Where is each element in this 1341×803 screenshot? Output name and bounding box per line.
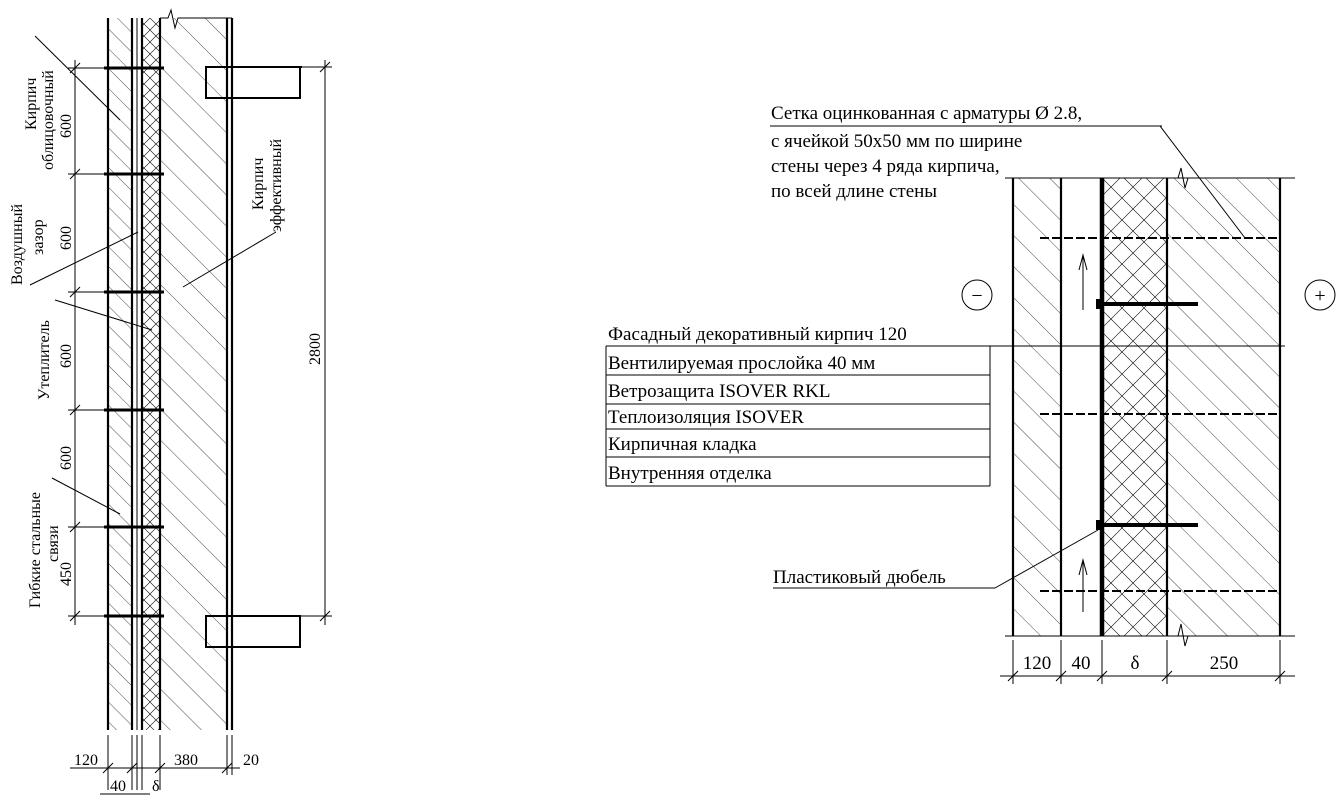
- brick-masonry-layer: [1167, 178, 1280, 636]
- dim-250: 250: [1209, 653, 1239, 674]
- mesh-note-line-2: с ячейкой 50х50 мм по ширине: [771, 131, 1023, 152]
- right-wall-section: [606, 126, 1335, 684]
- layer-wind-protection: Ветрозащита ISOVER RKL: [608, 381, 831, 402]
- dim-600-2: 600: [58, 226, 75, 250]
- left-vertical-dim-line: [68, 60, 104, 625]
- dim-delta-left: δ: [152, 778, 160, 795]
- dim-600-1: 600: [58, 114, 75, 138]
- thermal-insulation-layer: [1103, 178, 1167, 636]
- dim-600-4: 600: [58, 446, 75, 470]
- facade-brick-layer: [1013, 178, 1061, 636]
- dim-delta-right: δ: [1130, 653, 1140, 674]
- facing-brick-label-2: облицовочный: [40, 70, 57, 170]
- dim-600-3: 600: [58, 344, 75, 368]
- layer-brick-masonry: Кирпичная кладка: [608, 434, 757, 455]
- layer-interior-finish: Внутренняя отделка: [608, 463, 772, 484]
- dim-380: 380: [174, 752, 198, 769]
- facing-brick-label-1: Кирпич: [23, 77, 40, 130]
- dim-120-right: 120: [1022, 653, 1052, 674]
- dim-2800: 2800: [307, 333, 324, 365]
- inside-sign: +: [1314, 285, 1326, 307]
- mesh-note-line-4: по всей длине стены: [771, 181, 938, 202]
- left-wall-section: [30, 10, 332, 794]
- dim-40-left: 40: [110, 778, 126, 795]
- dim-120-left: 120: [74, 752, 98, 769]
- layer-ventilated-gap: Вентилируемая прослойка 40 мм: [608, 353, 876, 374]
- dim-40-right: 40: [1071, 653, 1091, 674]
- mesh-note-line-1: Сетка оцинкованная с арматуры Ø 2.8,: [771, 103, 1083, 124]
- airflow-arrows: [1079, 255, 1087, 612]
- flexible-ties-label-2: связи: [45, 525, 62, 562]
- dowel-label: Пластиковый дюбель: [773, 567, 946, 588]
- insulation-layer: [142, 18, 160, 730]
- insulation-label: Утеплитель: [36, 320, 53, 400]
- layer-thermal-insulation: Теплоизоляция ISOVER: [608, 407, 804, 428]
- outside-sign: −: [971, 285, 983, 307]
- efficient-brick-label-2: эффективный: [268, 138, 285, 232]
- mesh-note-line-3: стены через 4 ряда кирпича,: [771, 156, 1000, 177]
- efficient-brick-layer: [160, 18, 227, 730]
- flexible-ties-label-1: Гибкие стальные: [27, 491, 44, 608]
- dim-450: 450: [58, 562, 75, 586]
- air-gap-label-2: зазор: [30, 219, 47, 255]
- efficient-brick-label-1: Кирпич: [250, 157, 267, 210]
- facing-brick-layer: [108, 18, 132, 730]
- air-gap-label-1: Воздушный: [9, 203, 26, 285]
- layer-facade-brick: Фасадный декоративный кирпич 120: [608, 324, 907, 345]
- dim-20: 20: [243, 752, 259, 769]
